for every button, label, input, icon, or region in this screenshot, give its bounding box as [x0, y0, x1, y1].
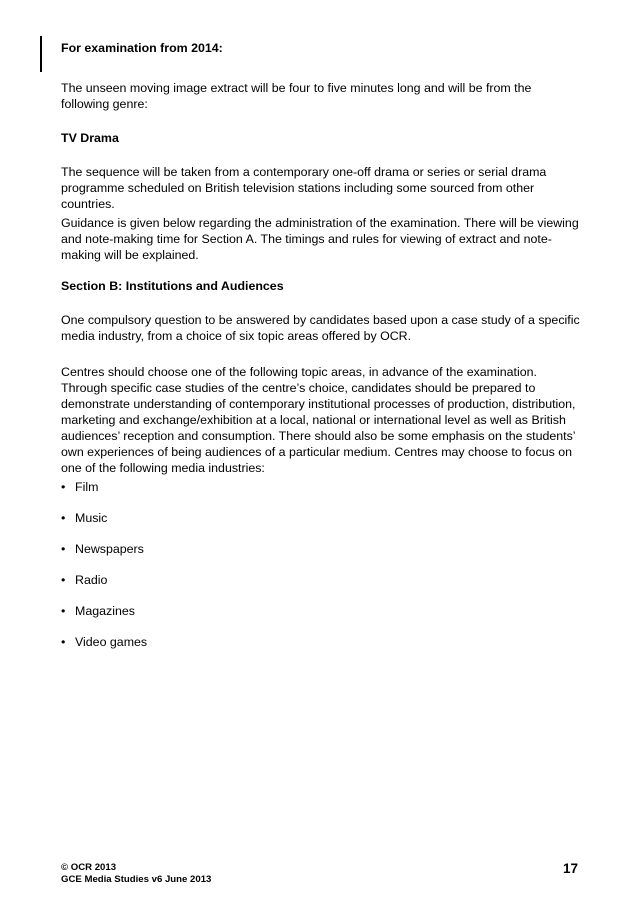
compulsory-paragraph: One compulsory question to be answered by candidates based upon a case study of a specific media industry, from a choice of six topic areas offered by OCR. — [61, 313, 580, 343]
section-b-heading: Section B: Institutions and Audiences — [61, 279, 284, 293]
copyright-notice: © OCR 2013 — [61, 862, 117, 873]
industry-label: Music — [75, 511, 108, 525]
bullet-icon: • — [61, 604, 66, 618]
list-item — [61, 510, 147, 541]
page-number: 17 — [562, 861, 578, 876]
industry-label: Magazines — [75, 604, 135, 618]
bullet-icon: • — [61, 573, 66, 587]
sequence-paragraph: The sequence will be taken from a contemporary one-off drama or series or serial drama programme scheduled on British television stations including some sourced from other countries. — [61, 165, 547, 211]
bullet-icon: • — [61, 542, 66, 556]
list-item — [61, 634, 147, 665]
tv-drama-heading: TV Drama — [61, 131, 119, 145]
industry-label: Video games — [75, 635, 148, 649]
industry-label: Film — [75, 480, 99, 494]
list-item — [61, 541, 147, 572]
industry-label: Newspapers — [75, 542, 144, 556]
list-item — [61, 479, 147, 510]
guidance-paragraph-block — [61, 215, 581, 263]
tv-heading-block — [61, 130, 581, 146]
industry-label: Radio — [75, 573, 108, 587]
bullet-icon: • — [61, 635, 66, 649]
document-title: GCE Media Studies v6 June 2013 — [61, 874, 212, 885]
page-footer — [61, 862, 578, 886]
compulsory-paragraph-block — [61, 312, 581, 344]
change-bar — [40, 36, 42, 72]
unseen-paragraph-block — [61, 80, 581, 112]
exam-heading-block — [61, 40, 581, 56]
bullet-icon: • — [61, 511, 66, 525]
media-industries-list — [61, 479, 147, 665]
exam-heading: For examination from 2014: — [61, 41, 223, 55]
list-item — [61, 572, 147, 603]
guidance-paragraph: Guidance is given below regarding the administration of the examination. There will be viewing and note-making time for Section A. The timings and rules for viewing of extract and note-making will be explained. — [61, 216, 579, 262]
list-item — [61, 603, 147, 634]
centres-paragraph: Centres should choose one of the following topic areas, in advance of the examination. Through specific case studies of the centre’s choice, candidates should be prepared to demonstrate understanding of contemporary institutional processes of production, distribution, marketing and exchange/exhibition at a local, national or international level as well as British audiences’ reception and consumption. There should also be some emphasis on the students’ own experiences of being audiences of a particular medium. Centres may choose to focus on one of the following media industries: — [61, 365, 576, 475]
centres-paragraph-block — [61, 364, 581, 476]
sequence-paragraph-block — [61, 164, 581, 212]
unseen-paragraph: The unseen moving image extract will be four to five minutes long and will be from the following genre: — [61, 81, 532, 111]
bullet-icon: • — [61, 480, 66, 494]
section-b-heading-block — [61, 278, 581, 294]
